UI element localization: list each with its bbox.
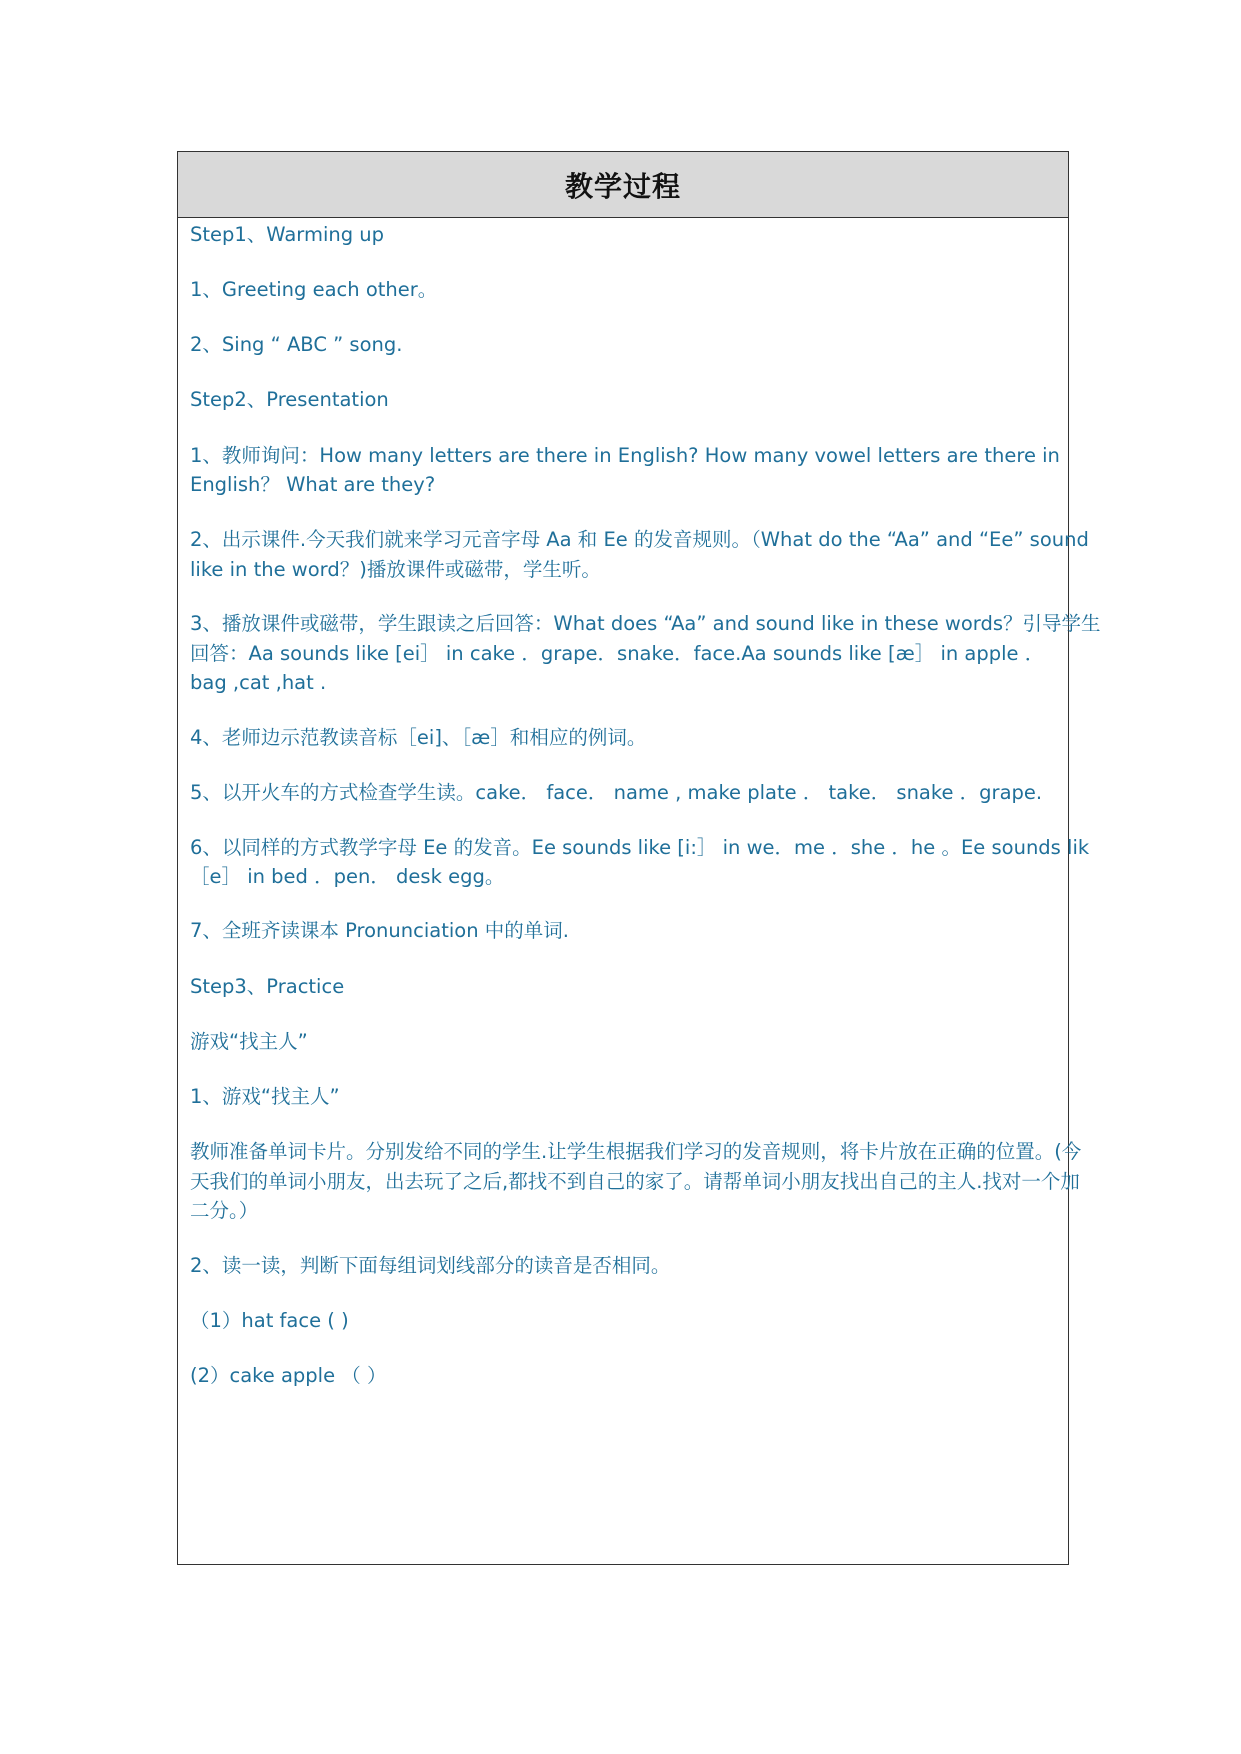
- table-header: [178, 152, 1068, 218]
- game-description-line-1: 教师准备单词卡片。分别发给不同的学生.让学生根据我们学习的发音规则，将卡片放在正确的位置。(今: [190, 1140, 1082, 1163]
- exercise-question-1: （1）hat face ( ): [190, 1309, 349, 1332]
- step1-heading: Step1、Warming up: [190, 223, 385, 246]
- game-title: 游戏“找主人”: [190, 1030, 308, 1053]
- step1-item-1: 1、Greeting each other。: [190, 278, 438, 301]
- step2-heading: Step2、Presentation: [190, 388, 389, 411]
- step2-item-5: 5、以开火车的方式检查学生读。cake． face． name , make plate ． take． snake ．grape.: [190, 781, 1043, 804]
- step2-item-1-line-1: 1、教师询问：How many letters are there in English? How many vowel letters are there in: [190, 444, 1060, 467]
- step3-item-2: 2、读一读，判断下面每组词划线部分的读音是否相同。: [190, 1254, 671, 1277]
- step2-item-2-line-2: like in the word？)播放课件或磁带，学生听。: [190, 558, 601, 581]
- step3-heading: Step3、Practice: [190, 975, 345, 998]
- teaching-process-table: [177, 151, 1101, 1565]
- step2-item-7: 7、全班齐读课本 Pronunciation 中的单词.: [190, 919, 569, 942]
- game-description-line-2: 天我们的单词小朋友，出去玩了之后,都找不到自己的家了。请帮单词小朋友找出自己的主人.找对一个加: [190, 1170, 1080, 1193]
- step1-item-2: 2、Sing “ ABC ” song.: [190, 333, 403, 356]
- step2-item-6-line-1: 6、以同样的方式教学字母 Ee 的发音。Ee sounds like [i:］ in we．me ．she ．he 。Ee sounds lik: [190, 836, 1090, 859]
- step3-item-1: 1、游戏“找主人”: [190, 1085, 340, 1108]
- game-description-line-3: 二分。）: [190, 1199, 259, 1222]
- step2-item-3-line-1: 3、播放课件或磁带，学生跟读之后回答：What does “Aa” and sound like in these words？引导学生: [190, 612, 1101, 635]
- table-body: [178, 218, 1101, 1564]
- exercise-question-2: (2）cake apple （ ）: [190, 1364, 387, 1387]
- step2-item-1-line-2: English？ What are they?: [190, 473, 436, 496]
- step2-item-4: 4、老师边示范教读音标［ei]、［æ］和相应的例词。: [190, 726, 647, 749]
- step2-item-3-line-2: 回答：Aa sounds like [ei］ in cake ．grape．snake．face.Aa sounds like [æ］ in apple ．: [190, 642, 1045, 665]
- step2-item-6-line-2: ［e］ in bed ．pen． desk egg。: [190, 865, 505, 888]
- step2-item-2-line-1: 2、出示课件.今天我们就来学习元音字母 Aa 和 Ee 的发音规则。（What do the “Aa” and “Ee” sound: [190, 528, 1089, 551]
- step2-item-3-line-3: bag ,cat ,hat .: [190, 671, 327, 694]
- page-title: 教学过程: [564, 169, 681, 203]
